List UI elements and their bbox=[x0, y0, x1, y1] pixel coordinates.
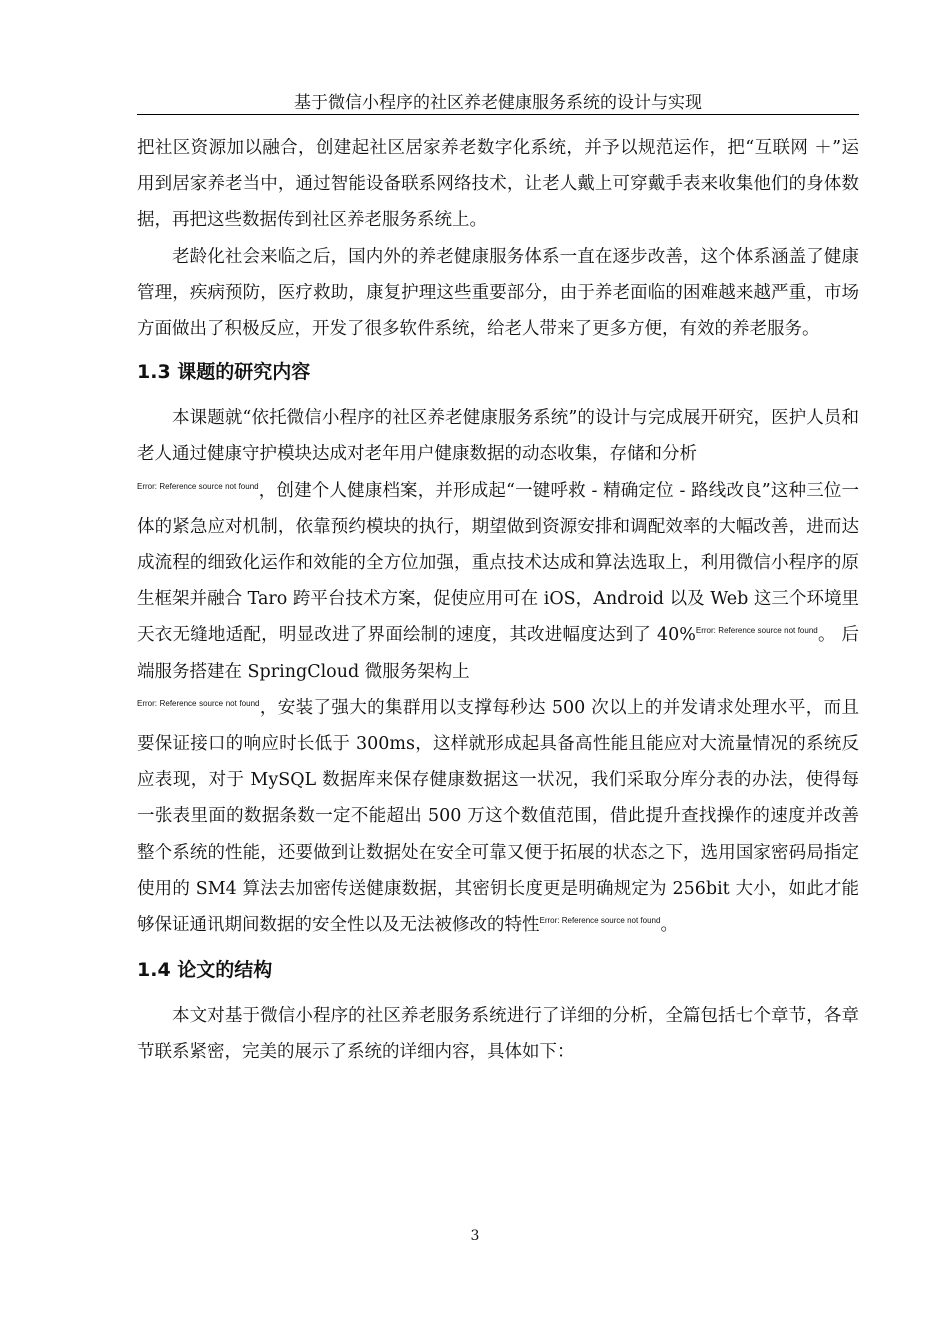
section-heading-1-4: 1.4 论文的结构 bbox=[137, 959, 273, 982]
reference-error-3: Error: Reference source not found bbox=[137, 698, 260, 708]
paragraph-continued: 把社区资源加以融合，创建起社区居家养老数字化系统，并予以规范运作，把“互联网 ＋”运用到居家养老当中，通过智能设备联系网络技术，让老人戴上可穿戴手表来收集他们的身体数据，再把这些数据传到社区养老服务系统上。 bbox=[137, 138, 859, 231]
reference-error-2: Error: Reference source not found bbox=[695, 626, 818, 636]
paragraph-thesis-structure: 本文对基于微信小程序的社区养老服务系统进行了详细的分析，全篇包括七个章节，各章节联系紧密，完美的展示了系统的详细内容，具体如下： bbox=[137, 1006, 859, 1063]
running-header: 基于微信小程序的社区养老健康服务系统的设计与实现 bbox=[294, 93, 702, 113]
research-text-3: 。 后端服务搭建在 SpringCloud 微服务架构上 bbox=[137, 625, 859, 682]
research-text-5: 。 bbox=[660, 915, 678, 936]
research-text-2: ，创建个人健康档案，并形成起“一键呼救 - 精确定位 - 路线改良”这种三位一体的紧急应对机制，依靠预约模块的执行，期望做到资源安排和调配效率的大幅改善，进而达成流程的细致化运作和效能的全方位加强，重点技术达成和算法选取上，利用微信小程序的原生框架并融合 Taro 跨平台技术方案，促使应用可在 iOS，Android 以及 Web 这三个环境里天衣无缝地适配，明显改进了界面绘制的速度，其改进幅度达到了 40% bbox=[137, 480, 860, 646]
page-body bbox=[137, 130, 859, 1071]
section-heading-1-3: 1.3 课题的研究内容 bbox=[137, 361, 311, 384]
research-text-4: ，安装了强大的集群用以支撑每秒达 500 次以上的并发请求处理水平，而且要保证接口的响应时长低于 300ms，这样就形成起具备高性能且能应对大流量情况的系统反应表现，对于 MySQL 数据库来保存健康数据这一状况，我们采取分库分表的办法，使得每一张表里面的数据条数一定不能超出 500 万这个数值范围，借此提升查找操作的速度并改善整个系统的性能，还要做到让数据处在安全可靠又便于拓展的状态之下，选用国家密码局指定使用的 SM4 算法去加密传送健康数据，其密钥长度更是明确规定为 256bit 大小，如此才能够保证通讯期间数据的安全性以及无法被修改的特性 bbox=[137, 697, 859, 936]
header-rule bbox=[137, 114, 859, 115]
paragraph-aging-society: 老龄化社会来临之后，国内外的养老健康服务体系一直在逐步改善，这个体系涵盖了健康管理，疾病预防，医疗救助，康复护理这些重要部分，由于养老面临的困难越来越严重，市场方面做出了积极反应，开发了很多软件系统，给老人带来了更多方便，有效的养老服务。 bbox=[137, 246, 859, 340]
page-number: 3 bbox=[470, 1228, 480, 1244]
reference-error-1: Error: Reference source not found bbox=[137, 481, 259, 491]
research-text-1: 本课题就“依托微信小程序的社区养老健康服务系统”的设计与完成展开研究，医护人员和老人通过健康守护模块达成对老年用户健康数据的动态收集，存储和分析 bbox=[137, 408, 859, 465]
reference-error-4: Error: Reference source not found bbox=[539, 916, 661, 926]
paragraph-research-content bbox=[137, 400, 859, 943]
